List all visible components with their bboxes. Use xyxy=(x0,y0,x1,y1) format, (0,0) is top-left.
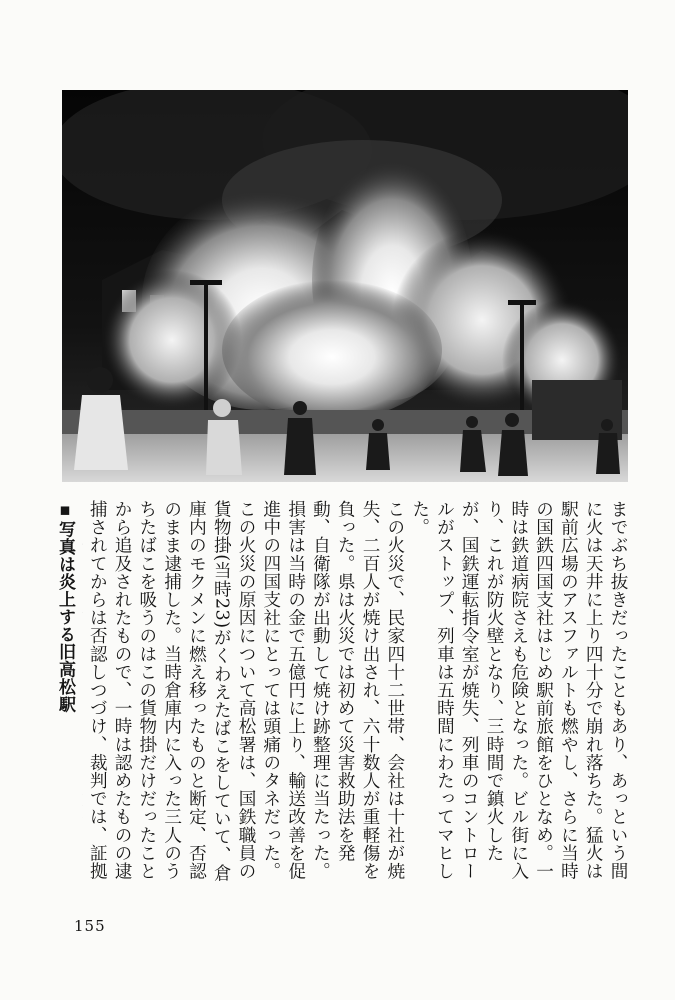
paragraph-3: この火災の原因について高松署は、国鉄職員の貨物掛(当時23)がくわえたばこをしていて、倉庫内のモクメンに燃え移ったものと断定、否認のまま逮捕した。当時倉庫内に入った三人のうちたばこを吸うのはこの貨物掛だけだったことから追及されたもので、一時は認めたものの逮捕されてからは否認しつづけ、裁判では、証拠 xyxy=(87,500,257,883)
paragraph-1: までぶち抜きだったこともあり、あっという間に火は天井に上り四十分で崩れ落ちた。猛火は駅前広場のアスファルトも燃やし、さらに当時の国鉄四国支社はじめ駅前旅館をひとなめ。一時は鉄道病院さえも危険となった。ビル街に入り、これが防火壁となり、三時間で鎮火したが、国鉄運転指令室が焼失、列車のコントロールがストップ、列車は五時間にわたってマヒした。 xyxy=(409,500,628,881)
fire-photograph xyxy=(62,90,628,482)
paragraph-2: この火災で、民家四十二世帯、会社は十社が焼失、二百人が焼け出され、六十数人が重軽傷を負った。県は火災では初めて災害救助法を発動、自衛隊が出動して焼け跡整理に当たった。損害は当時の金で五億円に上り、輸送改善を促進中の四国支社にとっては頭痛のタネだった。 xyxy=(260,500,405,881)
article-body xyxy=(82,500,630,895)
page-number: 155 xyxy=(74,917,106,935)
fire-photo-illustration xyxy=(62,90,628,482)
photo-caption: ▪写真は炎上する旧高松駅 xyxy=(55,500,75,713)
